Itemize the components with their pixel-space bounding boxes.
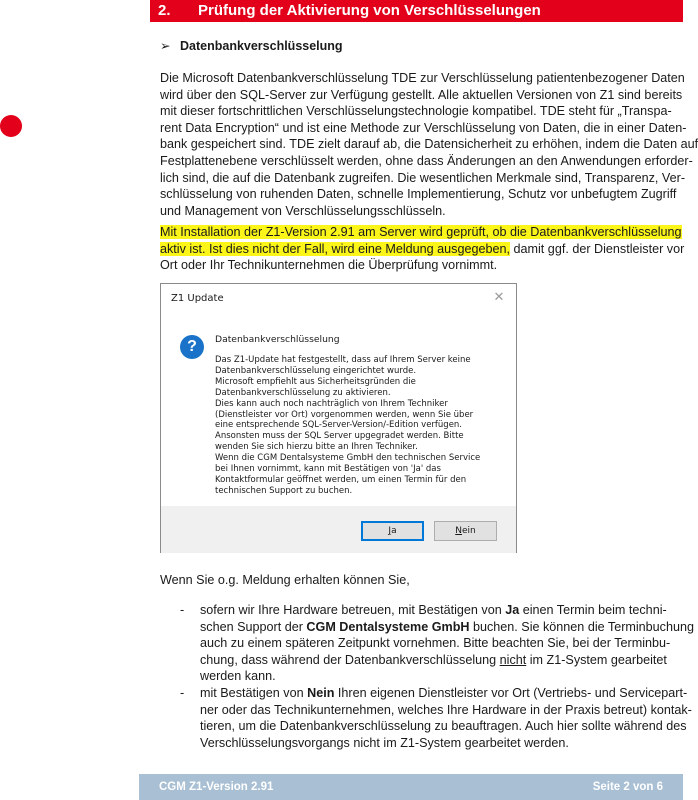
subheading bbox=[160, 38, 343, 53]
question-icon: ? bbox=[180, 335, 204, 359]
ja-label: a bbox=[391, 526, 397, 536]
list-bold-text: Nein bbox=[307, 685, 335, 700]
dialog-message-line: technischen Support zu buchen. bbox=[215, 485, 353, 496]
dialog-message bbox=[215, 355, 511, 497]
page-footer bbox=[139, 774, 683, 800]
red-dot-marker bbox=[0, 115, 22, 137]
list-text: werden kann. bbox=[200, 669, 276, 684]
paragraph-line: Ort oder Ihr Technikunternehmen die Überprüfung vornimmt. bbox=[160, 258, 498, 273]
paragraph-line: bank gespeichert sind. TDE zielt darauf ab, die Datensicherheit zu erhöhen, indem die Daten auf bbox=[160, 137, 698, 152]
list-text: Verschlüsselungsvorgangs nicht im Z1-System gearbeitet werden. bbox=[200, 735, 569, 750]
list-item bbox=[160, 685, 690, 751]
dialog-message-line: eine entsprechende SQL-Server-Version/-Edition verfügen. bbox=[215, 420, 463, 431]
nein-button[interactable] bbox=[434, 521, 497, 541]
dialog-message-line: Das Z1-Update hat festgestellt, dass auf Ihrem Server keine bbox=[215, 355, 471, 365]
list-text: sofern wir Ihre Hardware betreuen, mit Bestätigen von bbox=[200, 603, 506, 617]
paragraph-line: lich sind, die auf die Datenbank zugreifen. Die wesentlichen Merkmale sind, Transparenz, Ver- bbox=[160, 170, 686, 185]
list-text: tieren, um die Datenbankverschlüsselung zu beauftragen. Auch hier sollte während des bbox=[200, 719, 687, 734]
installation-paragraph bbox=[160, 224, 685, 274]
dash-bullet: - bbox=[180, 603, 185, 617]
section-number: 2. bbox=[158, 2, 171, 19]
options-list bbox=[160, 602, 695, 751]
list-text: schen Support der bbox=[200, 619, 307, 634]
highlighted-text: Mit Installation der Z1-Version 2.91 am Server wird geprüft, ob die Datenbankverschlüsselung bbox=[160, 225, 682, 239]
paragraph-line: Die Microsoft Datenbankverschlüsselung TDE zur Verschlüsselung patientenbezogener Daten bbox=[160, 71, 685, 85]
paragraph-line: schlüsselung von ruhenden Daten, schnelle Implementierung, Schutz vor unbefugtem Zugriff bbox=[160, 187, 677, 202]
dialog-message-line: Dies kann auch noch nachträglich von Ihrem Techniker bbox=[215, 398, 448, 409]
list-text: mit Bestätigen von bbox=[200, 685, 308, 700]
list-underlined-text: nicht bbox=[499, 652, 527, 667]
dash-bullet: - bbox=[180, 685, 185, 700]
list-text: im Z1-System gearbeitet bbox=[526, 652, 667, 667]
dialog-message-line: Kontaktformular geöffnet werden, um einen Termin für den bbox=[215, 474, 467, 485]
list-text: Ihren eigenen Dienstleister vor Ort (Vertriebs- und Servicepart- bbox=[334, 685, 688, 700]
close-icon[interactable]: ✕ bbox=[493, 290, 505, 305]
dialog-message-line: Ansonsten muss der SQL Server upgegradet werden. Bitte bbox=[215, 431, 464, 442]
list-text: buchen. Sie können die Terminbuchung bbox=[469, 619, 695, 634]
footer-page-number: Seite 2 von 6 bbox=[592, 781, 663, 793]
z1-update-dialog bbox=[160, 283, 517, 553]
list-text: auch zu einem späteren Zeitpunkt vornehmen. Bitte beachten Sie, bei der Terminbu- bbox=[200, 636, 671, 651]
dialog-titlebar bbox=[161, 284, 516, 314]
paragraph-line: mit dieser fortschrittlichen Verschlüsselungstechnologie kompatibel. TDE steht für „Transpa- bbox=[160, 104, 672, 119]
dialog-title: Z1 Update bbox=[171, 293, 224, 304]
paragraph-text: damit ggf. der Dienstleister vor bbox=[510, 241, 685, 256]
options-intro: Wenn Sie o.g. Meldung erhalten können Sie, bbox=[160, 573, 410, 587]
dialog-message-line: Wenn die CGM Dentalsysteme GmbH den technischen Service bbox=[215, 453, 481, 464]
paragraph-line: Festplattenebene verschlüsselt werden, ohne dass Änderungen an den Anwendungen erforder- bbox=[160, 153, 693, 168]
subheading-text: Datenbankverschlüsselung bbox=[180, 39, 343, 53]
list-text: chung, dass während der Datenbankverschlüsselung bbox=[200, 652, 500, 667]
list-bold-text: CGM Dentalsysteme GmbH bbox=[306, 619, 470, 634]
nein-mnemonic: N bbox=[455, 526, 462, 536]
dialog-heading: Datenbankverschlüsselung bbox=[215, 334, 340, 345]
nein-label: ein bbox=[461, 526, 476, 536]
dialog-body bbox=[161, 314, 516, 506]
footer-version: CGM Z1-Version 2.91 bbox=[159, 781, 274, 793]
section-header bbox=[150, 0, 683, 22]
paragraph-line: und Management von Verschlüsselungsschlüsseln. bbox=[160, 203, 446, 218]
dialog-message-line: (Dienstleister vor Ort) vorgenommen werden, wenn Sie über bbox=[215, 409, 474, 420]
list-text: einen Termin beim techni- bbox=[519, 603, 667, 617]
section-title: Prüfung der Aktivierung von Verschlüsselungen bbox=[198, 2, 541, 19]
arrow-bullet-icon: ➢ bbox=[160, 39, 171, 53]
dialog-message-line: Microsoft empfiehlt aus Sicherheitsgründen die bbox=[215, 376, 416, 387]
paragraph-line: rent Data Encryption“ und ist eine Methode zur Verschlüsselung von Daten, die in einer Daten- bbox=[160, 120, 687, 135]
dialog-message-line: wenden Sie sich hierzu bitte an Ihren Techniker. bbox=[215, 442, 418, 453]
ja-mnemonic: J bbox=[388, 526, 392, 536]
dialog-message-line: Datenbankverschlüsselung zu aktivieren. bbox=[215, 387, 391, 398]
ja-button[interactable] bbox=[361, 521, 424, 541]
list-text: ner oder das Technikunternehmen, welches Ihre Hardware in der Praxis betreut) kontak- bbox=[200, 702, 692, 717]
dialog-footer bbox=[161, 506, 516, 553]
dialog-message-line: bei Ihnen vornimmt, kann mit Bestätigen von 'Ja' das bbox=[215, 464, 441, 475]
highlighted-text: aktiv ist. Ist dies nicht der Fall, wird eine Meldung ausgegeben, bbox=[160, 241, 511, 256]
list-item bbox=[160, 602, 695, 685]
dialog-message-line: Datenbankverschlüsselung eingerichtet wurde. bbox=[215, 365, 417, 376]
paragraph-line: wird über den SQL-Server zur Verfügung gestellt. Alle aktuellen Versionen von Z1 sind bereits bbox=[160, 87, 683, 102]
list-bold-text: Ja bbox=[505, 603, 520, 617]
intro-paragraph bbox=[160, 70, 698, 219]
